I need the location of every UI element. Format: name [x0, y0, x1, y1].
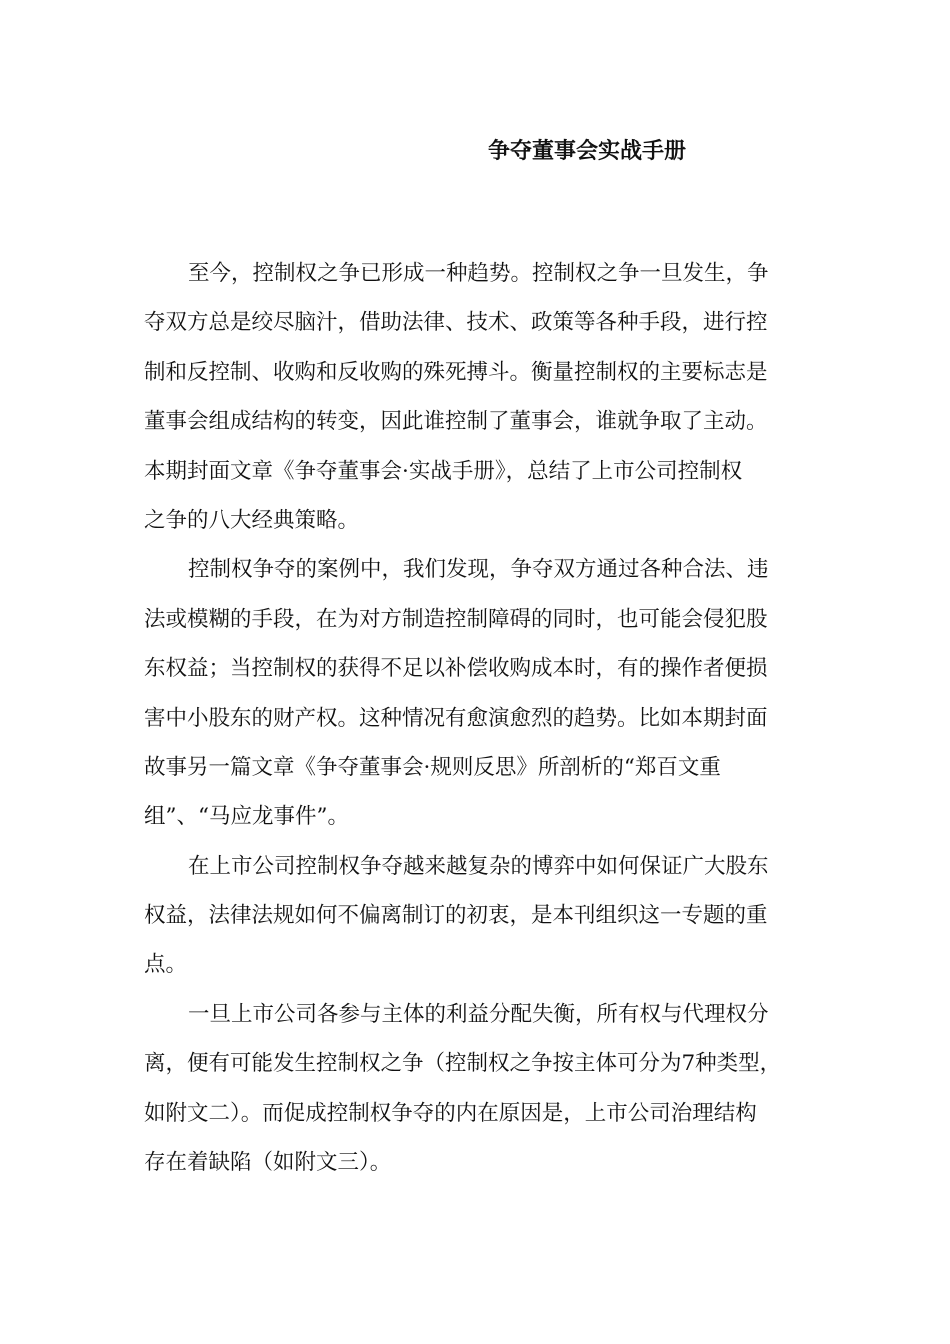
text-line: 之争的八大经典策略。 — [144, 507, 360, 533]
text-line: 点。 — [144, 952, 188, 978]
text-line: 如附文二）。而促成控制权争夺的内在原因是，上市公司治理结构 — [144, 1100, 757, 1126]
text-line: 权益，法律法规如何不偏离制订的初衷，是本刊组织这一专题的重 — [144, 903, 768, 929]
text-line: 至今，控制权之争已形成一种趋势。控制权之争一旦发生，争 — [188, 261, 769, 286]
text-line: 离，便有可能发生控制权之争（控制权之争按主体可分为7种类型， — [144, 1051, 782, 1077]
text-line: 制和反控制、收购和反收购的殊死搏斗。衡量控制权的主要标志是 — [144, 359, 768, 385]
text-line: 夺双方总是绞尽脑汁，借助法律、技术、政策等各种手段，进行控 — [144, 310, 768, 336]
text-line: 组”、“马应龙事件”。 — [144, 804, 349, 830]
document-body — [144, 256, 804, 1194]
text-line: 害中小股东的财产权。这种情况有愈演愈烈的趋势。比如本期封面 — [144, 705, 768, 731]
text-line: 东权益；当控制权的获得不足以补偿收购成本时，有的操作者便损 — [144, 656, 768, 682]
text-line: 法或模糊的手段，在为对方制造控制障碍的同时，也可能会侵犯股 — [144, 606, 768, 632]
text-line: 控制权争夺的案例中，我们发现，争夺双方通过各种合法、违 — [188, 557, 769, 583]
text-line: 故事另一篇文章《争夺董事会·规则反思》所剖析的“郑百文重 — [144, 754, 721, 780]
text-line: 存在着缺陷（如附文三）。 — [144, 1150, 392, 1176]
text-line: 在上市公司控制权争夺越来越复杂的博弈中如何保证广大股东 — [188, 853, 769, 879]
document-title: 争夺董事会实战手册 — [488, 138, 687, 164]
text-line: 董事会组成结构的转变，因此谁控制了董事会，谁就争取了主动。 — [144, 409, 768, 435]
text-line: 一旦上市公司各参与主体的利益分配失衡，所有权与代理权分 — [188, 1001, 769, 1027]
text-line: 本期封面文章《争夺董事会·实战手册》，总结了上市公司控制权 — [144, 458, 743, 484]
